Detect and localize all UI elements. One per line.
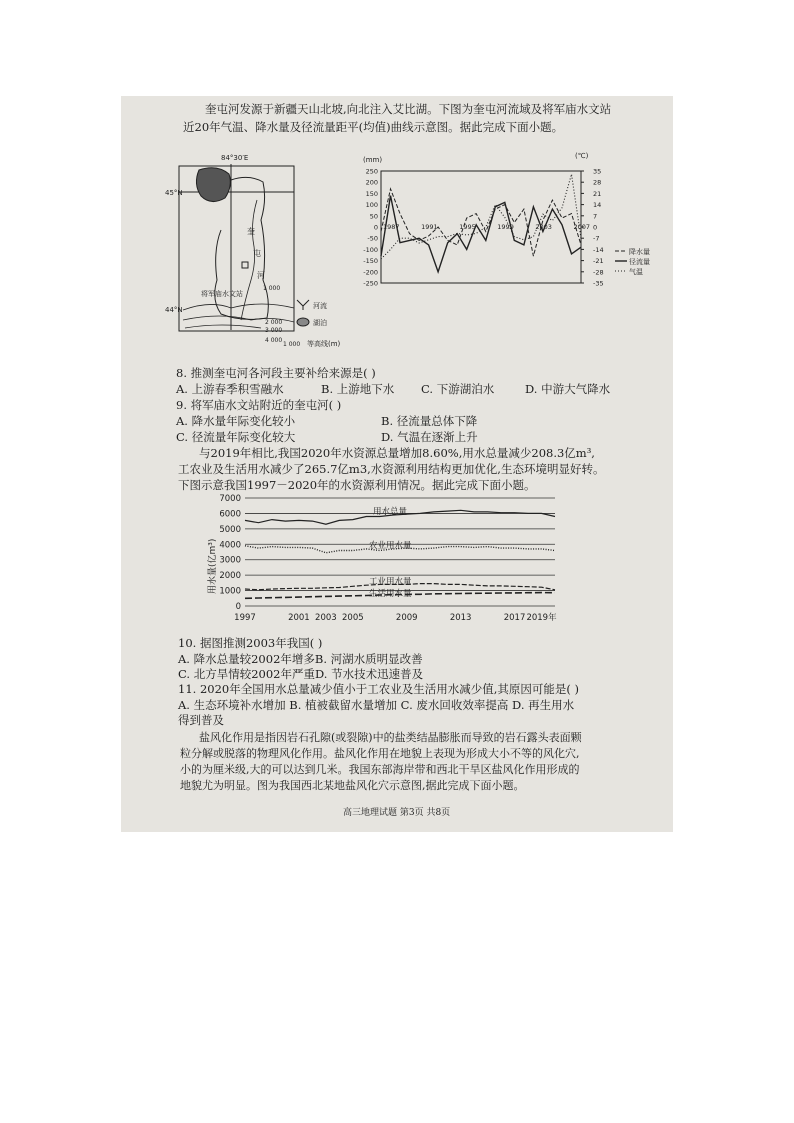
left-tick-label: 150 [365, 189, 378, 198]
contour-1000: 1 000 [263, 285, 281, 292]
series-line-2 [381, 174, 581, 259]
legend-label: 降水量 [629, 248, 650, 256]
q11-stem: 11. 2020年全国用水总量减少值小于工农业及生活用水减少值,其原因可能是( ) [178, 682, 579, 696]
y-tick-label: 1000 [219, 586, 241, 597]
x-tick-label: 2005 [342, 613, 364, 623]
label-agriculture: 农业用水量 [369, 541, 412, 551]
left-tick-label: -200 [363, 268, 378, 277]
q9-option-c[interactable]: C. 径流量年际变化较大 [176, 430, 296, 444]
legend-lake-symbol [297, 318, 309, 326]
legend-river-symbol [297, 300, 309, 310]
year-label: 2003 [535, 223, 552, 232]
y-tick-label: 0 [235, 602, 241, 612]
left-tick-label: 250 [365, 167, 378, 176]
y-tick-label: 7000 [219, 494, 241, 504]
right-tick-label: -28 [593, 268, 604, 277]
series-line-1 [381, 196, 581, 272]
intro2-line3: 下图示意我国1997－2020年的水资源利用情况。据此完成下面小题。 [178, 478, 536, 492]
year-label: 1991 [421, 223, 438, 232]
q9-option-b[interactable]: B. 径流量总体下降 [381, 414, 478, 428]
legend-contour-value: 1 000 [283, 341, 301, 348]
intro3-line3: 小的为厘米级,大的可以达到几米。我国东部海岸带和西北干旱区盐风化作用形成的 [180, 763, 580, 776]
right-tick-label: 14 [593, 201, 602, 210]
legend-lake-label: 湖泊 [313, 319, 327, 327]
lat-bottom-label: 44°N [165, 306, 183, 314]
intro3-line2: 粒分解或脱落的物理风化作用。盐风化作用在地貌上表现为形成大小不等的风化穴, [180, 747, 580, 760]
contour-2000: 2 000 [265, 319, 283, 326]
right-tick-label: 35 [593, 167, 602, 176]
left-unit-label: (mm) [363, 156, 383, 164]
y-tick-label: 6000 [219, 509, 241, 520]
river-name-2: 屯 [253, 249, 261, 258]
year-label: 1999 [497, 223, 514, 232]
x-tick-label: 2001 [288, 613, 310, 623]
year-label: 1987 [383, 223, 400, 232]
intro3-line1: 盐风化作用是指因岩石孔隙(或裂隙)中的盐类结晶膨胀而导致的岩石露头表面颗 [199, 731, 582, 744]
lon-label: 84°30′E [221, 154, 249, 162]
legend-label: 径流量 [629, 258, 650, 266]
right-tick-label: 28 [593, 178, 602, 187]
right-tick-label: -7 [593, 234, 600, 243]
right-tick-label: -35 [593, 279, 604, 288]
x-tick-label: 1997 [234, 613, 256, 623]
q8-option-d[interactable]: D. 中游大气降水 [525, 382, 611, 396]
q10-stem: 10. 据图推测2003年我国( ) [178, 636, 323, 650]
x-tick-label: 2003 [315, 613, 337, 623]
right-tick-label: 0 [593, 223, 598, 232]
left-tick-label: 100 [365, 201, 378, 210]
intro1-line2: 近20年气温、降水量及径流量距平(均值)曲线示意图。据此完成下面小题。 [183, 120, 564, 134]
q8-option-c[interactable]: C. 下游湖泊水 [421, 382, 495, 396]
station-marker [242, 262, 248, 268]
right-unit-label: (℃) [575, 152, 589, 160]
river-name-3: 河 [257, 271, 265, 280]
right-tick-label: -21 [593, 257, 604, 266]
lat-top-label: 45°N [165, 189, 183, 197]
label-total: 用水总量 [373, 507, 408, 517]
intro2-line1: 与2019年相比,我国2020年水资源总量增加8.60%,用水总量减少208.3亿m³, [199, 446, 595, 460]
q10-options-ab[interactable]: A. 降水总量较2002年增多B. 河湖水质明显改善 [178, 652, 423, 666]
year-label: 1995 [459, 223, 476, 232]
left-tick-label: -50 [367, 234, 378, 243]
q9-option-a[interactable]: A. 降水量年际变化较小 [176, 414, 296, 428]
x-tick-label: 2019年 [526, 613, 557, 623]
river-name-1: 奎 [247, 227, 255, 236]
y-tick-label: 2000 [219, 571, 241, 582]
q11-options-cont: 得到普及 [178, 713, 224, 727]
exam-page-photo [121, 96, 673, 832]
intro3-line4: 地貌尤为明显。图为我国西北某地盐风化穴示意图,据此完成下面小题。 [180, 779, 525, 792]
q11-options[interactable]: A. 生态环境补水增加 B. 植被截留水量增加 C. 废水回收效率提高 D. 再生用水 [178, 698, 575, 712]
y-tick-label: 4000 [219, 540, 241, 551]
intro2-line2: 工农业及生活用水减少了265.7亿m3,水资源利用结构更加优化,生态环境明显好转。 [178, 462, 605, 476]
q8-option-a[interactable]: A. 上游春季积雪融水 [176, 382, 284, 396]
kuitun-river-line [241, 200, 257, 320]
water-use-chart [205, 494, 585, 644]
y-tick-label: 3000 [219, 555, 241, 566]
left-tick-label: 200 [365, 178, 378, 187]
label-domestic: 生活用水量 [369, 589, 412, 599]
left-tick-label: -100 [363, 245, 378, 254]
label-industry: 工业用水量 [369, 577, 412, 587]
left-tick-label: -250 [363, 279, 378, 288]
intro1-line1: 奎屯河发源于新疆天山北坡,向北注入艾比湖。下图为奎屯河流域及将军庙水文站 [205, 102, 612, 116]
q10-options-cd[interactable]: C. 北方旱情较2002年严重D. 节水技术迅速普及 [178, 667, 424, 681]
left-tick-label: 50 [369, 212, 378, 221]
anomaly-line-chart [343, 151, 673, 301]
kuitun-basin-map [165, 150, 351, 360]
contour-3000: 3 000 [265, 327, 283, 334]
right-tick-label: 7 [593, 212, 598, 221]
legend-label: 气温 [629, 268, 643, 276]
q8-option-b[interactable]: B. 上游地下水 [321, 382, 395, 396]
legend-river-label: 河流 [313, 302, 327, 310]
left-tick-label: -150 [363, 257, 378, 266]
right-tick-label: 21 [593, 189, 602, 198]
left-tick-label: 0 [373, 223, 378, 232]
x-tick-label: 2013 [449, 613, 472, 623]
water-chart-ylabel: 用水量(亿m³) [208, 538, 218, 594]
page-footer: 高三地理试题 第3页 共8页 [343, 808, 451, 818]
station-label: 将军庙水文站 [201, 290, 243, 298]
y-tick-label: 5000 [219, 524, 241, 535]
right-tick-label: -14 [593, 245, 604, 254]
legend-contour-label: 等高线(m) [307, 340, 341, 348]
contour-4000: 4 000 [265, 337, 283, 344]
x-tick-label: 2017 [503, 613, 526, 623]
q9-option-d[interactable]: D. 气温在逐渐上升 [381, 430, 478, 444]
x-tick-label: 2009 [395, 613, 418, 623]
q9-stem: 9. 将军庙水文站附近的奎屯河( ) [176, 398, 342, 412]
q8-stem: 8. 推测奎屯河各河段主要补给来源是( ) [176, 366, 376, 380]
ebinur-lake [196, 168, 230, 202]
year-label: 2007 [573, 223, 591, 232]
